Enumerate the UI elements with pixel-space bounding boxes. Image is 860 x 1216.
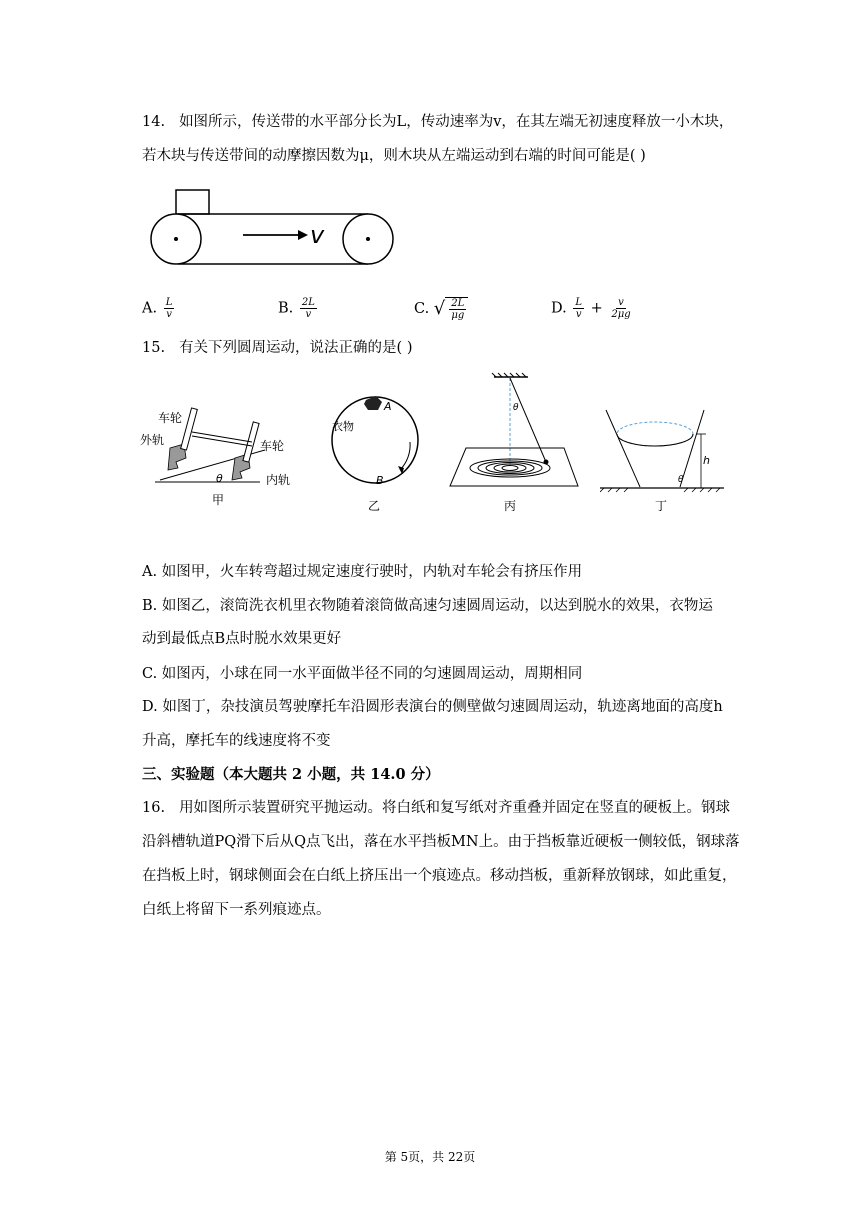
- q15-option-b-line2: 动到最低点B点时脱水效果更好: [142, 631, 342, 647]
- svg-text:丙: 丙: [504, 499, 517, 513]
- figure-ding: [600, 402, 730, 514]
- svg-text:θ: θ: [513, 403, 519, 413]
- q15-option-d-line2: 升高，摩托车的线速度将不变: [142, 733, 331, 749]
- q15-option-b-line1: B. 如图乙，滚筒洗衣机里衣物随着滚筒做高速匀速圆周运动，以达到脱水的效果，衣物运: [142, 598, 713, 614]
- section-3-heading: 三、实验题（本大题共 2 小题，共 14.0 分）: [142, 766, 440, 783]
- arrow-right-icon: [298, 230, 308, 240]
- q14-option-b: B. $\frac{2L}{v}$: [278, 297, 315, 320]
- q16-line1: 16. 用如图所示装置研究平抛运动。将白纸和复写纸对齐重叠并固定在竖直的硬板上。钢球: [142, 800, 731, 816]
- svg-text:衣物: 衣物: [332, 420, 354, 433]
- svg-text:v: v: [310, 221, 325, 249]
- q14-option-d: D. $\frac{L}{v}$ + $\frac{v}{2\mu g}$: [551, 297, 631, 320]
- q15-option-d-line1: D. 如图丁，杂技演员驾驶摩托车沿圆形表演台的侧壁做匀速圆周运动，轨迹离地面的高度h: [142, 699, 723, 715]
- conveyor-belt-figure: [148, 188, 398, 270]
- q15-line: 15. 有关下列圆周运动，说法正确的是( ): [142, 340, 413, 356]
- svg-text:θ: θ: [216, 472, 223, 485]
- svg-text:θ: θ: [678, 475, 684, 485]
- svg-text:内轨: 内轨: [266, 473, 291, 487]
- svg-text:车轮: 车轮: [260, 439, 285, 453]
- q15-option-c: C. 如图丙，小球在同一水平面做半径不同的匀速圆周运动，周期相同: [142, 666, 583, 682]
- q16-line3: 在挡板上时，钢球侧面会在白纸上挤压出一个痕迹点。移动挡板，重新释放钢球，如此重复，: [142, 868, 737, 884]
- q15-option-a: A. 如图甲，火车转弯超过规定速度行驶时，内轨对车轮会有挤压作用: [142, 564, 583, 580]
- svg-text:h: h: [703, 454, 710, 467]
- svg-text:车轮: 车轮: [158, 411, 183, 425]
- q14-line1: 14. 如图所示，传送带的水平部分长为L，传动速率为v，在其左端无初速度释放一小木块，: [142, 114, 734, 130]
- svg-text:乙: 乙: [368, 499, 381, 513]
- svg-text:外轨: 外轨: [140, 433, 165, 447]
- svg-text:A: A: [384, 400, 392, 413]
- q14-option-a: A. $\frac{L}{v}$: [142, 297, 173, 320]
- wooden-block: [176, 190, 209, 214]
- svg-text:甲: 甲: [212, 493, 225, 507]
- figure-yi: [328, 392, 428, 514]
- figure-bing: [446, 372, 581, 514]
- q14-line2: 若木块与传送带间的动摩擦因数为μ，则木块从左端运动到右端的时间可能是( ): [142, 148, 646, 164]
- figure-jia: [140, 400, 305, 512]
- q16-line2: 沿斜槽轨道PQ滑下后从Q点飞出，落在水平挡板MN上。由于挡板靠近硬板一侧较低，钢球落: [142, 834, 740, 850]
- q16-line4: 白纸上将留下一系列痕迹点。: [142, 902, 331, 918]
- svg-text:B: B: [376, 474, 384, 487]
- q14-option-c: C. √ $\frac{2L}{\mu g}$: [414, 297, 468, 321]
- page-footer: 第 5页，共 22页: [384, 1150, 476, 1164]
- svg-text:丁: 丁: [655, 499, 668, 513]
